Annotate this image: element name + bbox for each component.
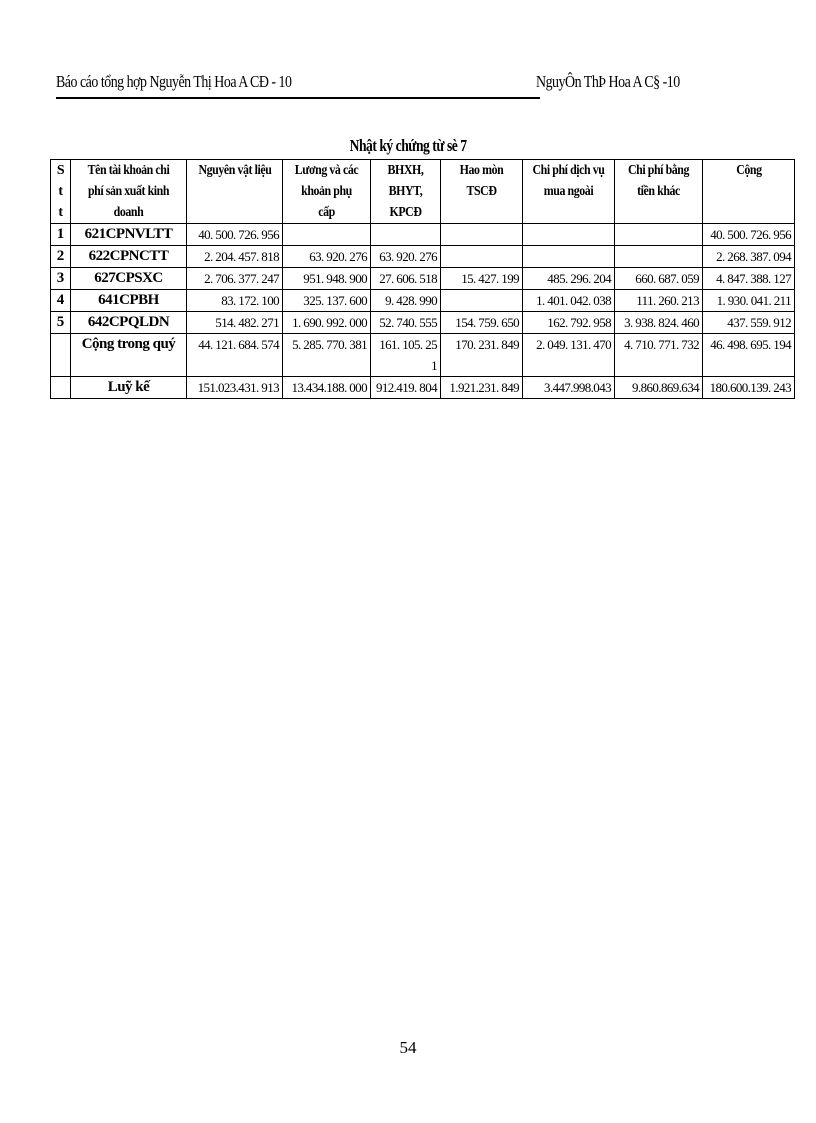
cell-bh: 9. 428. 990 (371, 290, 441, 312)
cell-bh: 52. 740. 555 (371, 312, 441, 334)
cell-dich-vu: 2. 049. 131. 470 (523, 334, 615, 377)
table-row-cumulative (51, 377, 795, 399)
cell-bh (371, 224, 441, 246)
cell-nvl: 2. 706. 377. 247 (187, 268, 283, 290)
col-header-cong: Cộng (703, 160, 795, 224)
cell-nvl: 2. 204. 457. 818 (187, 246, 283, 268)
cell-luong: 325. 137. 600 (283, 290, 371, 312)
cell-nvl: 44. 121. 684. 574 (187, 334, 283, 377)
cell-luong: 13.434.188. 000 (283, 377, 371, 399)
cell-khac: 660. 687. 059 (615, 268, 703, 290)
cell-cong: 4. 847. 388. 127 (703, 268, 795, 290)
cell-khac: 9.860.869.634 (615, 377, 703, 399)
cell-nvl: 40. 500. 726. 956 (187, 224, 283, 246)
cell-account: Luỹ kế (71, 377, 187, 399)
header-right-text: NguyÔn ThÞ Hoa A C§ -10 (536, 72, 680, 91)
cell-luong: 63. 920. 276 (283, 246, 371, 268)
cell-bh: 912.419. 804 (371, 377, 441, 399)
cell-bh: 161. 105. 251 (371, 334, 441, 377)
cell-account: 621CPNVLTT (71, 224, 187, 246)
col-header-hao-mon: Hao mòn TSCĐ (441, 160, 523, 224)
table-row (51, 224, 795, 246)
cell-dich-vu: 3.447.998.043 (523, 377, 615, 399)
cell-account: 641CPBH (71, 290, 187, 312)
cell-cong: 2. 268. 387. 094 (703, 246, 795, 268)
col-header-bh: BHXH, BHYT, KPCĐ (371, 160, 441, 224)
cell-dich-vu: 162. 792. 958 (523, 312, 615, 334)
table-row (51, 246, 795, 268)
cell-hao-mon: 154. 759. 650 (441, 312, 523, 334)
header-left-text: Báo cáo tổng hợp Nguyễn Thị Hoa A CĐ - 10 (56, 72, 292, 91)
cell-cong: 46. 498. 695. 194 (703, 334, 795, 377)
col-header-stt: S t t (51, 160, 71, 224)
table-row-total-quarter (51, 334, 795, 377)
col-header-account: Tên tài khoản chi phí sản xuất kinh doanh (71, 160, 187, 224)
col-header-dich-vu: Chi phí dịch vụ mua ngoài (523, 160, 615, 224)
cell-dich-vu: 485. 296. 204 (523, 268, 615, 290)
cell-stt (51, 334, 71, 377)
document-title: Nhật ký chứng từ sè 7 (349, 136, 467, 155)
col-header-luong: Lương và các khoản phụ cấp (283, 160, 371, 224)
cell-hao-mon: 15. 427. 199 (441, 268, 523, 290)
cell-hao-mon (441, 290, 523, 312)
cell-stt: 4 (51, 290, 71, 312)
cell-cong: 40. 500. 726. 956 (703, 224, 795, 246)
cell-stt: 1 (51, 224, 71, 246)
cell-cong: 180.600.139. 243 (703, 377, 795, 399)
cell-dich-vu: 1. 401. 042. 038 (523, 290, 615, 312)
cell-hao-mon (441, 246, 523, 268)
cell-cong: 437. 559. 912 (703, 312, 795, 334)
cell-stt: 5 (51, 312, 71, 334)
cell-cong: 1. 930. 041. 211 (703, 290, 795, 312)
header-rule (56, 97, 540, 99)
cell-stt: 2 (51, 246, 71, 268)
page-number: 54 (399, 1038, 417, 1057)
cell-luong (283, 224, 371, 246)
cell-khac: 111. 260. 213 (615, 290, 703, 312)
cell-hao-mon: 170. 231. 849 (441, 334, 523, 377)
cell-khac: 3. 938. 824. 460 (615, 312, 703, 334)
cell-nvl: 151.023.431. 913 (187, 377, 283, 399)
cell-account: 622CPNCTT (71, 246, 187, 268)
cell-account: 627CPSXC (71, 268, 187, 290)
cell-luong: 951. 948. 900 (283, 268, 371, 290)
cell-bh: 27. 606. 518 (371, 268, 441, 290)
cell-account: 642CPQLDN (71, 312, 187, 334)
cell-dich-vu (523, 224, 615, 246)
cell-hao-mon (441, 224, 523, 246)
table-row (51, 268, 795, 290)
cell-nvl: 514. 482. 271 (187, 312, 283, 334)
cell-hao-mon: 1.921.231. 849 (441, 377, 523, 399)
cell-stt: 3 (51, 268, 71, 290)
cell-khac (615, 224, 703, 246)
col-header-khac: Chi phí bằng tiền khác (615, 160, 703, 224)
cell-bh: 63. 920. 276 (371, 246, 441, 268)
cell-dich-vu (523, 246, 615, 268)
table-row (51, 312, 795, 334)
table-row (51, 290, 795, 312)
journal-table (50, 159, 795, 399)
cell-luong: 5. 285. 770. 381 (283, 334, 371, 377)
cell-account: Cộng trong quý (71, 334, 187, 377)
table-header-row (51, 160, 795, 224)
cell-khac: 4. 710. 771. 732 (615, 334, 703, 377)
cell-luong: 1. 690. 992. 000 (283, 312, 371, 334)
cell-stt (51, 377, 71, 399)
col-header-nvl: Nguyên vật liệu (187, 160, 283, 224)
cell-khac (615, 246, 703, 268)
cell-nvl: 83. 172. 100 (187, 290, 283, 312)
